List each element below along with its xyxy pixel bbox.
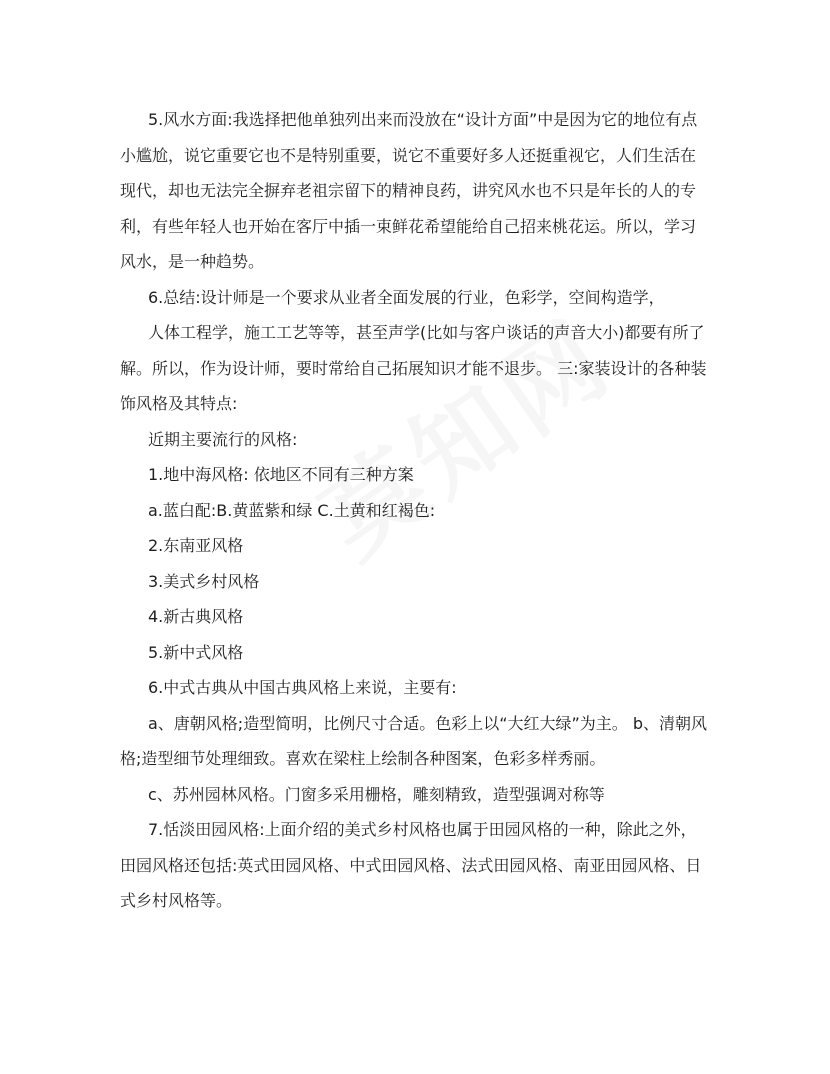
list-item-chinese-classical: 6.中式古典从中国古典风格上来说，主要有:: [148, 678, 457, 697]
paragraph-fengshui: 5.风水方面:我选择把他单独列出来而没放在“设计方面”中是因为它的地位有点小尴尬，说它重要它也不是特别重要，说它不重要好多人还挺重视它，人们生活在现代，却也无法完全摒弃老祖宗留下的精神良药，讲究风水也不只是年长的人的专利，有些年轻人也开始在客厅中插一束鲜花希望能给自己招来桃花运。所以，学习风水，是一种趋势。: [120, 110, 698, 271]
list-item-mediterranean-colors: a.蓝白配:B.黄蓝紫和绿 C.土黄和红褐色:: [148, 500, 436, 520]
paragraph-tang-qing-styles: a、唐朝风格;造型简明，比例尺寸合适。色彩上以“大红大绿”为主。 b、清朝风格;造型细节处理细致。喜欢在梁柱上绘制各种图案，色彩多样秀丽。: [120, 713, 708, 768]
paragraph-popular-styles: 近期主要流行的风格:: [148, 429, 298, 449]
list-item-new-chinese: 5.新中式风格: [148, 642, 244, 662]
list-item-american-country: 3.美式乡村风格: [148, 571, 260, 591]
list-item-neoclassical: 4.新古典风格: [148, 607, 244, 626]
paragraph-summary: 6.总结:设计师是一个要求从业者全面发展的行业，色彩学，空间构造学，: [148, 287, 665, 307]
list-item-southeast-asian: 2.东南亚风格: [148, 536, 244, 555]
paragraph-pastoral: 7.恬淡田园风格:上面介绍的美式乡村风格也属于田园风格的一种，除此之外，田园风格还包括:英式田园风格、中式田园风格、法式田园风格、南亚田园风格、日式乡村风格等。: [120, 820, 702, 910]
paragraph-summary-cont: 人体工程学，施工工艺等等，甚至声学(比如与客户谈话的声音大小)都要有所了解。所以，作为设计师，要时常给自己拓展知识才能不退步。 三:家装设计的各种装饰风格及其特点:: [120, 323, 707, 413]
document-body: [120, 102, 710, 919]
paragraph-suzhou-garden: c、苏州园林风格。门窗多采用栅格，雕刻精致，造型强调对称等: [148, 784, 605, 804]
list-item-mediterranean: 1.地中海风格: 依地区不同有三种方案: [148, 465, 414, 484]
